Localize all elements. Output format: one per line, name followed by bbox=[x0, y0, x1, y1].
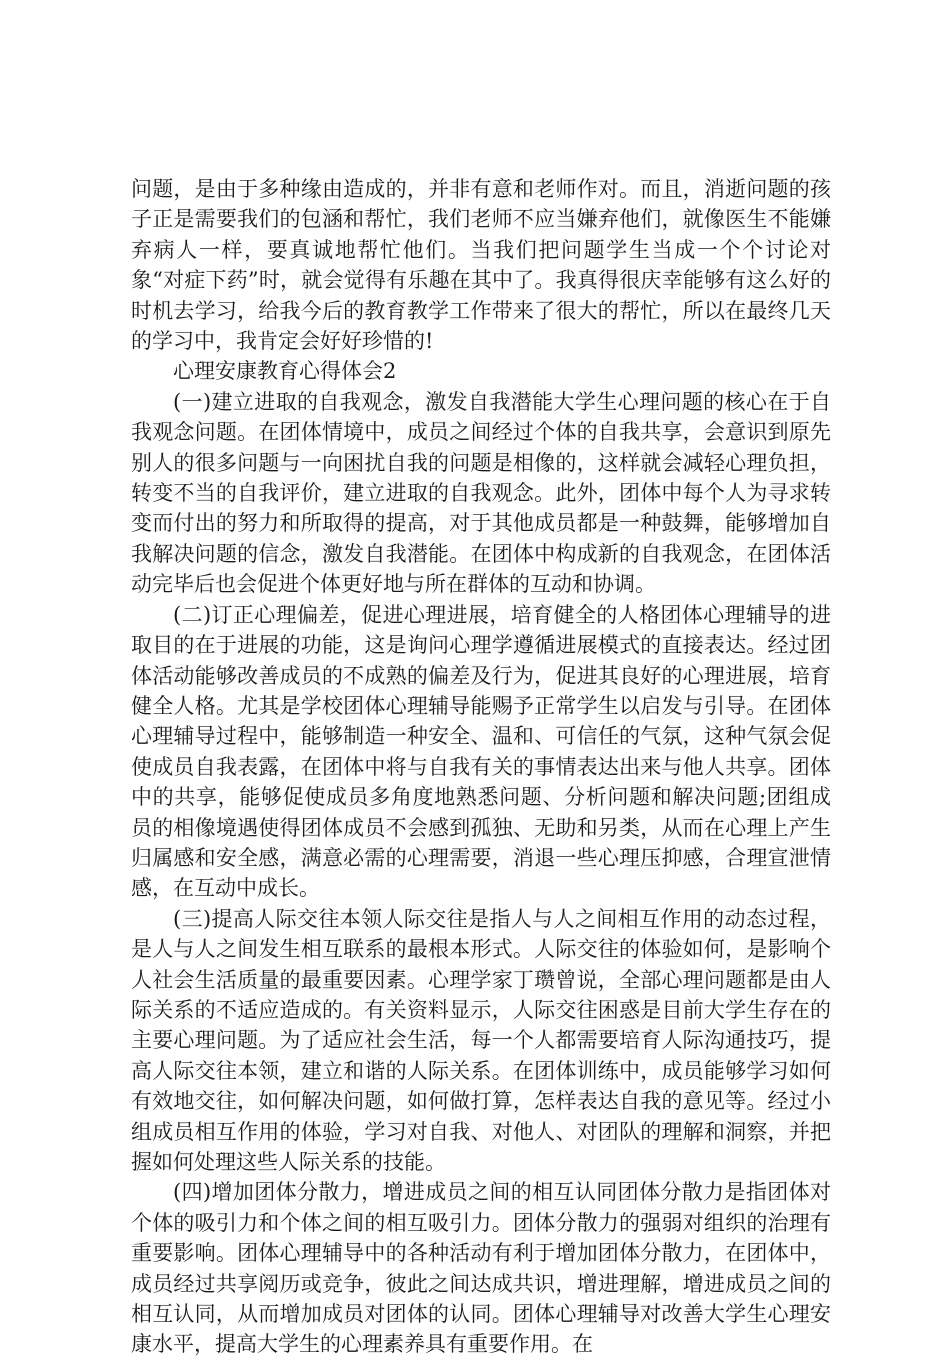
paragraph-1: (一)建立进取的自我观念，激发自我潜能大学生心理问题的核心在于自我观念问题。在团体情境中，成员之间经过个体的自我共享，会意识到原先别人的很多问题与一向困扰自我的问题是相像的，这样就会减轻心理负担，转变不当的自我评价，建立进取的自我观念。此外，团体中每个人为寻求转变而付出的努力和所取得的提高，对于其他成员都是一种鼓舞，能够增加自我解决问题的信念，激发自我潜能。在团体中构成新的自我观念，在团体活动完毕后也会促进个体更好地与所在群体的互动和协调。 bbox=[131, 389, 831, 597]
document-body bbox=[131, 174, 831, 1360]
continuation-paragraph: 问题，是由于多种缘由造成的，并非有意和老师作对。而且，消逝问题的孩子正是需要我们的包涵和帮忙，我们老师不应当嫌弃他们，就像医生不能嫌弃病人一样，要真诚地帮忙他们。当我们把问题学生当成一个个讨论对象“对症下药”时，就会觉得有乐趣在其中了。我真得很庆幸能够有这么好的时机去学习，给我今后的教育教学工作带来了很大的帮忙，所以在最终几天的学习中，我肯定会好好珍惜的! bbox=[131, 177, 831, 354]
paragraph-4: (四)增加团体分散力，增进成员之间的相互认同团体分散力是指团体对个体的吸引力和个体之间的相互吸引力。团体分散力的强弱对组织的治理有重要影响。团体心理辅导中的各种活动有利于增加团体分散力，在团体中，成员经过共享阅历或竞争，彼此之间达成共识，增进理解，增进成员之间的相互认同，从而增加成员对团体的认同。团体心理辅导对改善大学生心理安康水平，提高大学生的心理素养具有重要作用。在 bbox=[131, 1180, 831, 1357]
paragraph-2: (二)订正心理偏差，促进心理进展，培育健全的人格团体心理辅导的进取目的在于进展的功能，这是询问心理学遵循进展模式的直接表达。经过团体活动能够改善成员的不成熟的偏差及行为，促进其良好的心理进展，培育健全人格。尤其是学校团体心理辅导能赐予正常学生以启发与引导。在团体心理辅导过程中，能够制造一种安全、温和、可信任的气氛，这种气氛会促使成员自我表露，在团体中将与自我有关的事情表达出来与他人共享。团体中的共享，能够促使成员多角度地熟悉问题、分析问题和解决问题;团组成员的相像境遇使得团体成员不会感到孤独、无助和另类，从而在心理上产生归属感和安全感，满意必需的心理需要，消退一些心理压抑感，合理宣泄情感，在互动中成长。 bbox=[131, 602, 831, 901]
paragraph-3: (三)提高人际交往本领人际交往是指人与人之间相互作用的动态过程，是人与人之间发生相互联系的最根本形式。人际交往的体验如何，是影响个人社会生活质量的最重要因素。心理学家丁瓒曾说，全部心理问题都是由人际关系的不适应造成的。有关资料显示，人际交往困惑是目前大学生存在的主要心理问题。为了适应社会生活，每一个人都需要培育人际沟通技巧，提高人际交往本领，建立和谐的人际关系。在团体训练中，成员能够学习如何有效地交往，如何解决问题，如何做打算，怎样表达自我的意见等。经过小组成员相互作用的体验，学习对自我、对他人、对团队的理解和洞察，并把握如何处理这些人际关系的技能。 bbox=[131, 906, 831, 1174]
section-heading: 心理安康教育心得体会2 bbox=[173, 359, 397, 384]
